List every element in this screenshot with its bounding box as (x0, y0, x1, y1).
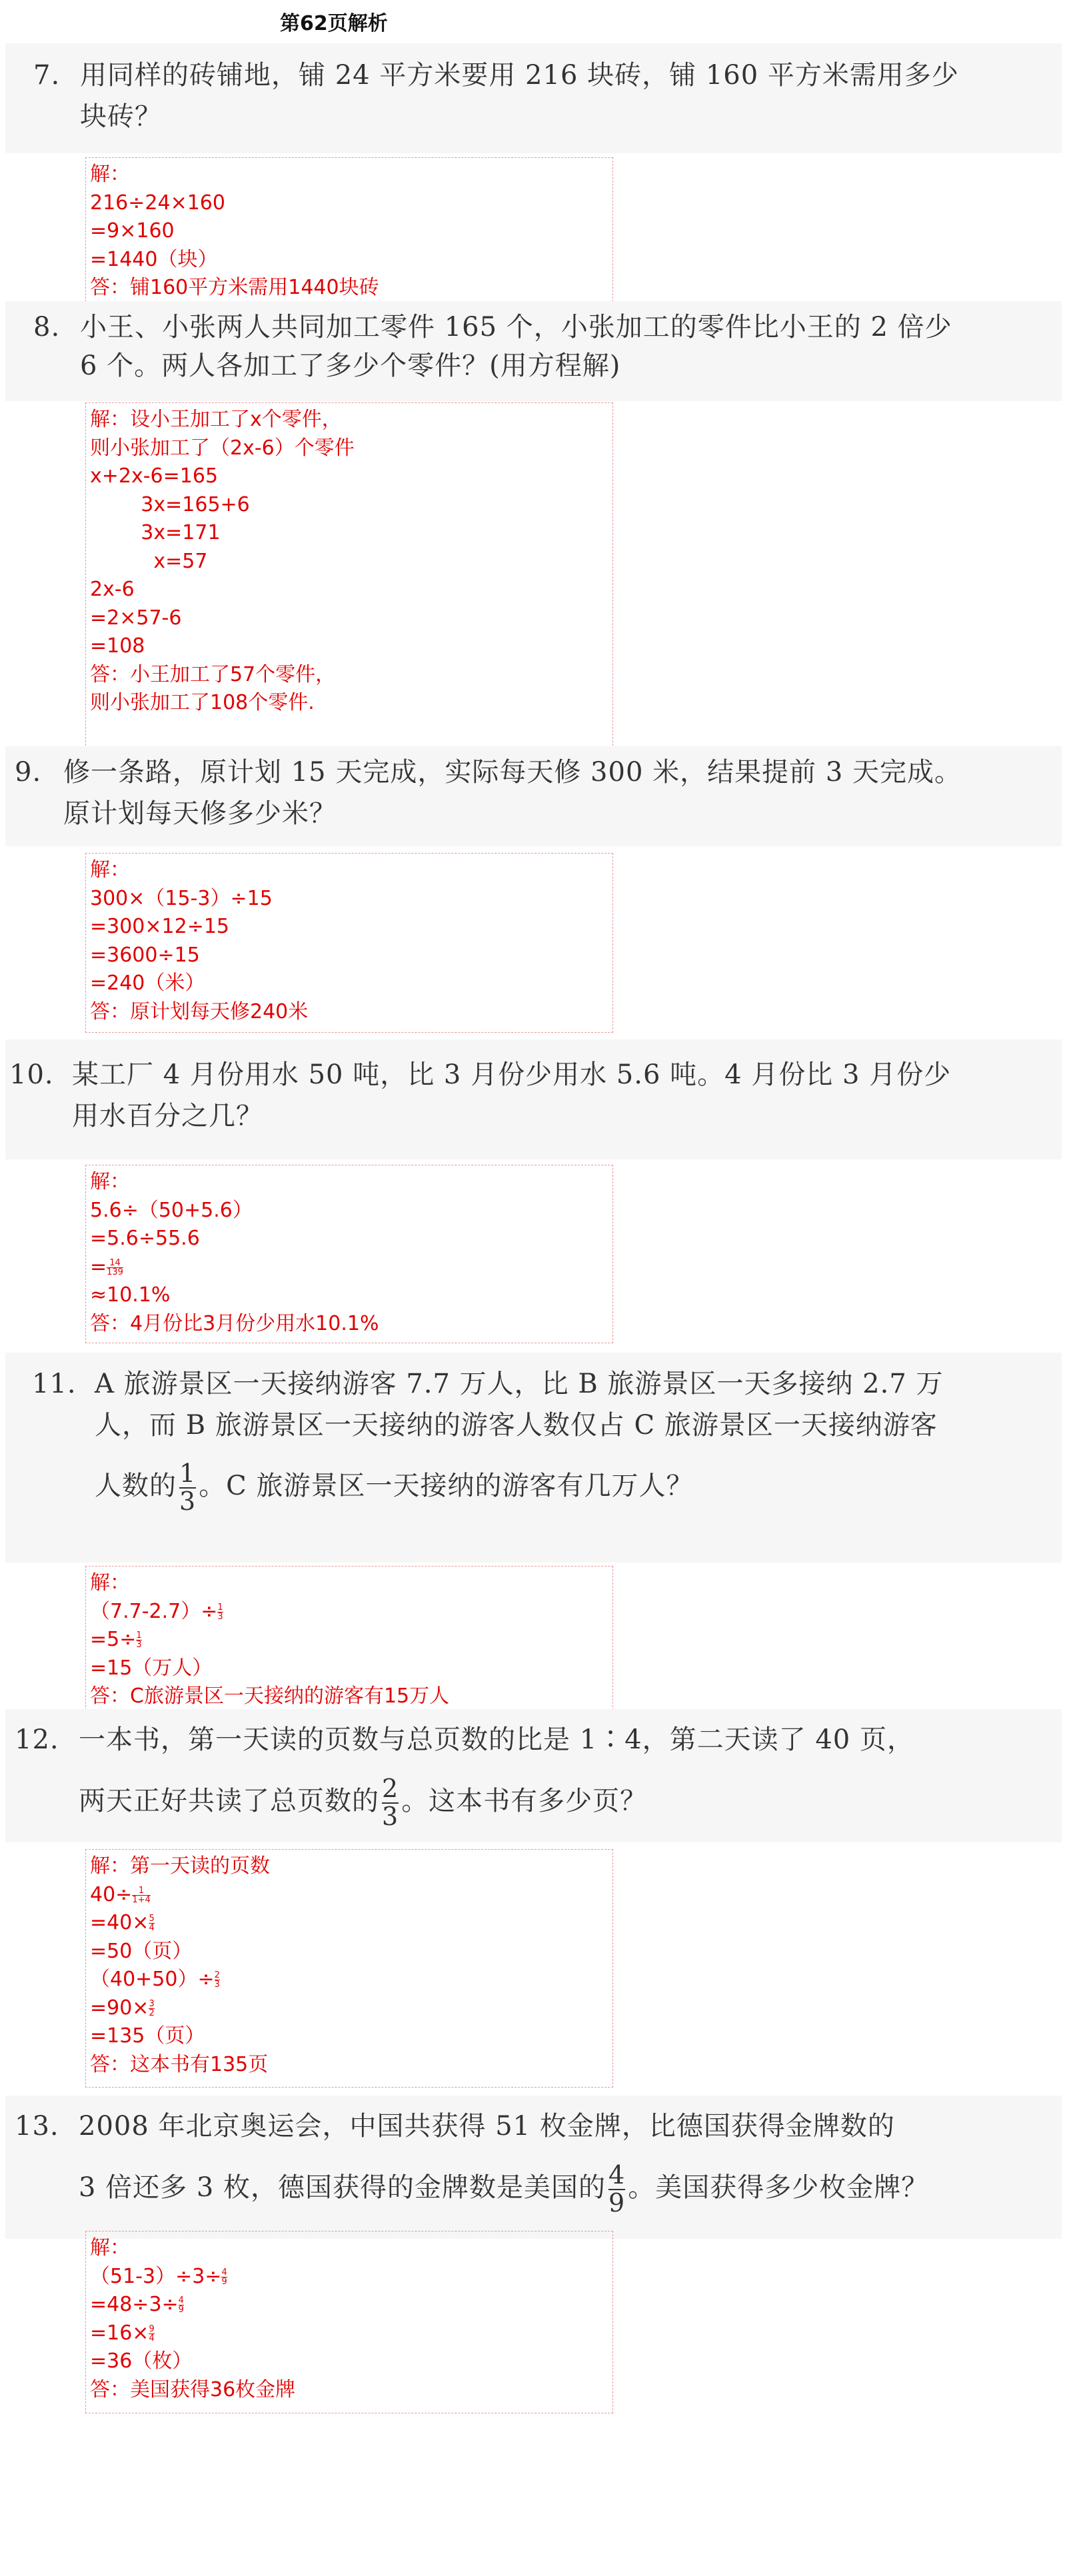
answer-text: （40+50）÷ (90, 1968, 215, 1991)
answer-box-11 (85, 1566, 613, 1714)
fraction (382, 1776, 399, 1830)
answer-line: =108 (90, 634, 145, 658)
answer-text: =5÷ (90, 1628, 137, 1651)
answer-line: 答：这本书有135页 (90, 2052, 269, 2076)
answer-line: 解： (90, 2236, 130, 2259)
answer-line: x=57 (90, 549, 208, 573)
answer-line: 解：第一天读的页数 (90, 1854, 270, 1878)
answer-line: =9×160 (90, 219, 175, 243)
question-text: 人数的 (95, 1470, 177, 1501)
answer-text: 40÷ (90, 1882, 133, 1906)
small-fraction (221, 2268, 227, 2286)
answer-line: 则小张加工了（2x-6）个零件 (90, 436, 355, 460)
answer-line: 3x=165+6 (90, 492, 250, 516)
question-number: 11. (32, 1369, 77, 1399)
question-number: 12. (15, 1724, 59, 1755)
answer-box-9 (85, 853, 613, 1033)
answer-text: =16× (90, 2321, 149, 2345)
question-text-line: A 旅游景区一天接纳游客 7.7 万人，比 B 旅游景区一天多接纳 2.7 万 (95, 1369, 944, 1399)
question-text: 3 倍还多 3 枚，德国获得的金牌数是美国的 (79, 2172, 606, 2203)
answer-line (90, 1253, 608, 1282)
answer-line: =300×12÷15 (90, 915, 230, 938)
answer-line: 解： (90, 163, 130, 186)
answer-line: 解： (90, 1170, 130, 1193)
question-text: 。这本书有多少页？ (401, 1785, 648, 1816)
fraction-numerator: 4 (608, 2160, 626, 2190)
fraction-denominator: 3 (382, 1801, 399, 1831)
answer-line (90, 2291, 608, 2319)
answer-box-8 (85, 402, 613, 749)
answer-line: 解：设小王加工了x个零件， (90, 408, 342, 431)
question-number: 8. (33, 312, 61, 342)
fraction-numerator: 1 (136, 1630, 142, 1640)
answer-line: 答：美国获得36枚金牌 (90, 2377, 296, 2401)
small-fraction (149, 2325, 154, 2343)
answer-line: 2x-6 (90, 578, 135, 601)
question-text-line: 修一条路，原计划 15 天完成，实际每天修 300 米，结果提前 3 天完成。 (63, 757, 962, 788)
question-text-line: 2008 年北京奥运会，中国共获得 51 枚金牌，比德国获得金牌数的 (79, 2111, 895, 2142)
question-text: 两天正好共读了总页数的 (79, 1785, 379, 1816)
fraction-denominator: 3 (214, 1980, 220, 1990)
question-text: 。美国获得多少枚金牌？ (628, 2172, 929, 2203)
answer-line: =5.6÷55.6 (90, 1227, 200, 1250)
answer-text: =48÷3÷ (90, 2293, 179, 2316)
answer-line: =15（万人） (90, 1656, 213, 1680)
fraction (608, 2162, 625, 2217)
answer-line: =1440（块） (90, 247, 218, 271)
fraction-numerator: 1 (138, 1885, 145, 1896)
fraction-numerator: 5 (149, 1914, 155, 1924)
answer-line: =2×57-6 (90, 606, 182, 630)
answer-line: 解： (90, 858, 130, 882)
fraction-numerator: 4 (221, 2267, 227, 2277)
fraction-denominator: 4 (149, 1923, 155, 1933)
question-number: 13. (15, 2111, 59, 2142)
question-text-line: 6 个。两人各加工了多少个零件？(用方程解) (80, 350, 621, 381)
fraction-numerator: 1 (179, 1459, 197, 1488)
answer-line: =36（枚） (90, 2349, 193, 2373)
answer-line (90, 1909, 608, 1938)
answer-box-10 (85, 1165, 613, 1343)
page-title: 第62页解析 (280, 12, 388, 35)
answer-box-7 (85, 157, 613, 305)
fraction-numerator: 2 (214, 1970, 220, 1980)
question-text-line: 原计划每天修多少米？ (63, 798, 337, 829)
question-number: 9. (15, 757, 42, 788)
answer-line: 300×（15-3）÷15 (90, 886, 273, 910)
answer-line: 解： (90, 1571, 130, 1595)
fraction-numerator: 3 (149, 1998, 155, 2009)
question-text: 。C 旅游景区一天接纳的游客有几万人？ (199, 1470, 694, 1501)
fraction-denominator: 9 (221, 2276, 227, 2287)
answer-line: =50（页） (90, 1939, 193, 1963)
fraction (179, 1461, 196, 1515)
small-fraction (215, 1971, 220, 1989)
answer-line: =240（米） (90, 971, 205, 995)
answer-line (90, 2263, 608, 2291)
answer-line: 3x=171 (90, 521, 221, 544)
answer-line (90, 1966, 608, 1994)
fraction-denominator: 139 (107, 1267, 123, 1277)
answer-line (90, 1994, 608, 2023)
question-text-line: 一本书，第一天读的页数与总页数的比是 1∶4，第二天读了 40 页， (79, 1724, 914, 1755)
small-fraction (179, 2296, 184, 2314)
question-number: 7. (33, 60, 61, 91)
answer-text: = (90, 1255, 107, 1279)
answer-line: 5.6÷（50+5.6） (90, 1198, 253, 1222)
answer-line: 216÷24×160 (90, 191, 225, 215)
fraction-denominator: 9 (178, 2305, 184, 2315)
answer-text: =40× (90, 1911, 149, 1934)
fraction-numerator: 14 (109, 1257, 121, 1268)
fraction-numerator: 2 (382, 1774, 399, 1803)
fraction-denominator: 3 (136, 1640, 142, 1650)
answer-text: =90× (90, 1996, 149, 2020)
answer-line: 答：铺160平方米需用1440块砖 (90, 276, 379, 299)
question-text-line: 某工厂 4 月份用水 50 吨，比 3 月份少用水 5.6 吨。4 月份比 3 月份少 (72, 1059, 952, 1090)
question-text-line: 块砖？ (80, 101, 162, 132)
answer-line (90, 1881, 608, 1910)
small-fraction (136, 1631, 141, 1649)
small-fraction (107, 1259, 123, 1277)
fraction-denominator: 3 (179, 1486, 197, 1516)
small-fraction (149, 1914, 154, 1932)
fraction-denominator: 1+4 (132, 1894, 151, 1905)
question-text-line (79, 2162, 928, 2217)
answer-box-13 (85, 2231, 613, 2413)
small-fraction (149, 2000, 154, 2018)
answer-line: =3600÷15 (90, 943, 200, 967)
question-text-line (79, 1776, 647, 1830)
question-text-line: 人，而 B 旅游景区一天接纳的游客人数仅占 C 旅游景区一天接纳游客 (95, 1410, 938, 1441)
answer-text: （7.7-2.7）÷ (90, 1599, 218, 1623)
answer-line: =135（页） (90, 2024, 205, 2048)
fraction-denominator: 4 (149, 2333, 155, 2343)
fraction-numerator: 1 (217, 1602, 223, 1612)
question-number: 10. (9, 1059, 54, 1090)
answer-line: 则小张加工了108个零件. (90, 691, 315, 714)
answer-line (90, 1626, 608, 1654)
answer-line: 答：小王加工了57个零件， (90, 662, 336, 686)
answer-line: 答：C旅游景区一天接纳的游客有15万人 (90, 1684, 450, 1708)
answer-line: 答：原计划每天修240米 (90, 999, 309, 1023)
question-text-line: 小王、小张两人共同加工零件 165 个，小张加工的零件比小王的 2 倍少 (80, 312, 952, 342)
fraction-denominator: 3 (217, 1611, 223, 1622)
answer-line: x+2x-6=165 (90, 464, 219, 488)
answer-line (90, 2319, 608, 2348)
answer-line: ≈10.1% (90, 1283, 171, 1307)
small-fraction (132, 1886, 150, 1904)
question-text-line (95, 1461, 694, 1515)
answer-line (90, 1598, 608, 1626)
fraction-denominator: 2 (149, 2008, 155, 2018)
answer-text: （51-3）÷3÷ (90, 2264, 222, 2288)
question-text-line: 用同样的砖铺地，铺 24 平方米要用 216 块砖，铺 160 平方米需用多少 (80, 60, 959, 91)
answer-line: 答：4月份比3月份少用水10.1% (90, 1311, 379, 1335)
question-text-line: 用水百分之几？ (72, 1101, 263, 1131)
answer-box-12 (85, 1849, 613, 2088)
small-fraction (217, 1603, 223, 1621)
fraction-denominator: 9 (608, 2188, 626, 2218)
fraction-numerator: 4 (178, 2295, 184, 2305)
fraction-numerator: 9 (149, 2323, 155, 2334)
